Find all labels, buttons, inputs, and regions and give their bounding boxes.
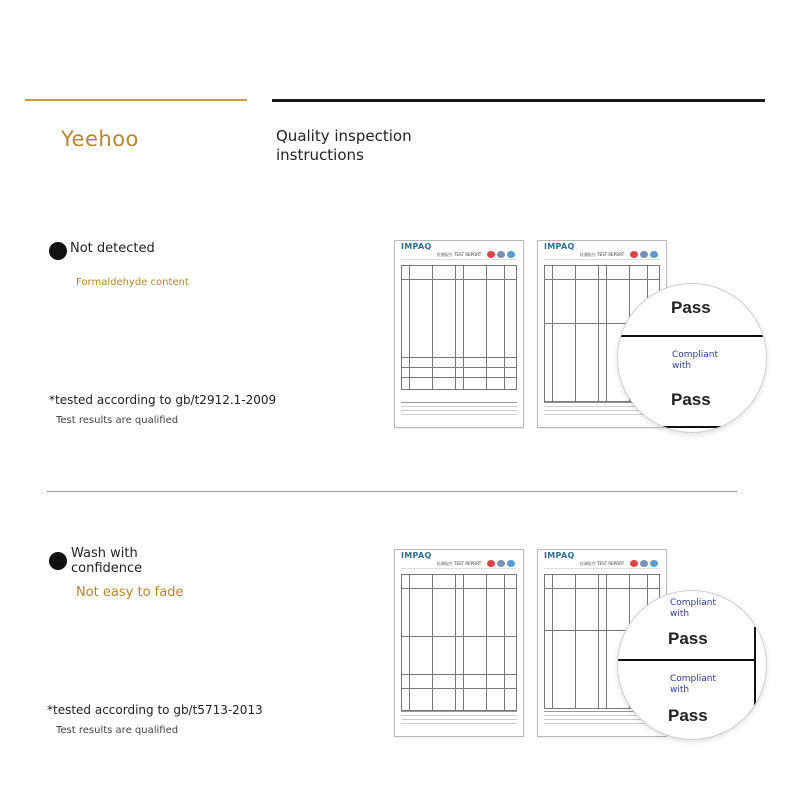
section-divider: [47, 491, 737, 492]
test-report-sheet: [394, 549, 524, 737]
table-rule: [618, 659, 756, 661]
report-heading: 检测报告 TEST REPORT: [436, 252, 482, 257]
report-meta-line: [401, 259, 517, 263]
bullet-icon: [49, 552, 67, 570]
magnifier-callout: [617, 283, 767, 433]
section1-subtitle: Formaldehyde content: [76, 277, 189, 288]
compliant-label: Compliant with: [670, 598, 717, 619]
page-title: Quality inspection instructions: [276, 127, 412, 164]
section1-result-note: Test results are qualified: [56, 415, 179, 426]
report-meta-line: [544, 259, 660, 263]
report-footer: [401, 402, 517, 417]
section2-title: Wash with confidence: [71, 546, 143, 576]
report-table: [401, 265, 517, 390]
report-logo: IMPAQ: [544, 551, 575, 560]
table-rule: [754, 627, 756, 731]
section1-standard: *tested according to gb/t2912.1-2009: [49, 393, 277, 407]
test-report-sheet: [394, 240, 524, 428]
report-heading: 检测报告 TEST REPORT: [579, 561, 625, 566]
magnifier-callout: [617, 590, 767, 740]
report-meta-line: [401, 568, 517, 572]
pass-label: Pass: [671, 298, 711, 317]
table-rule: [618, 335, 766, 337]
bullet-icon: [49, 242, 67, 260]
report-footer: [401, 711, 517, 726]
report-logo: IMPAQ: [544, 242, 575, 251]
compliant-label: Compliant with: [670, 674, 717, 695]
table-rule: [618, 426, 766, 428]
section2-subtitle: Not easy to fade: [76, 585, 184, 600]
report-heading: 检测报告 TEST REPORT: [579, 252, 625, 257]
report-table: [401, 574, 517, 711]
brand-name: Yeehoo: [61, 127, 139, 151]
section2-standard: *tested according to gb/t5713-2013: [47, 703, 263, 717]
compliant-label: Compliant with: [672, 350, 719, 371]
report-meta-line: [544, 568, 660, 572]
certification-marks-icon: [628, 552, 660, 560]
pass-label: Pass: [668, 629, 708, 648]
pass-label: Pass: [671, 390, 711, 409]
section1-title: Not detected: [70, 241, 155, 256]
report-heading: 检测报告 TEST REPORT: [436, 561, 482, 566]
report-logo: IMPAQ: [401, 242, 432, 251]
pass-label: Pass: [668, 706, 708, 725]
certification-marks-icon: [485, 552, 517, 560]
header-gold-rule: [25, 99, 247, 101]
report-logo: IMPAQ: [401, 551, 432, 560]
header-black-rule: [272, 99, 765, 102]
certification-marks-icon: [628, 243, 660, 251]
certification-marks-icon: [485, 243, 517, 251]
section2-result-note: Test results are qualified: [56, 725, 179, 736]
